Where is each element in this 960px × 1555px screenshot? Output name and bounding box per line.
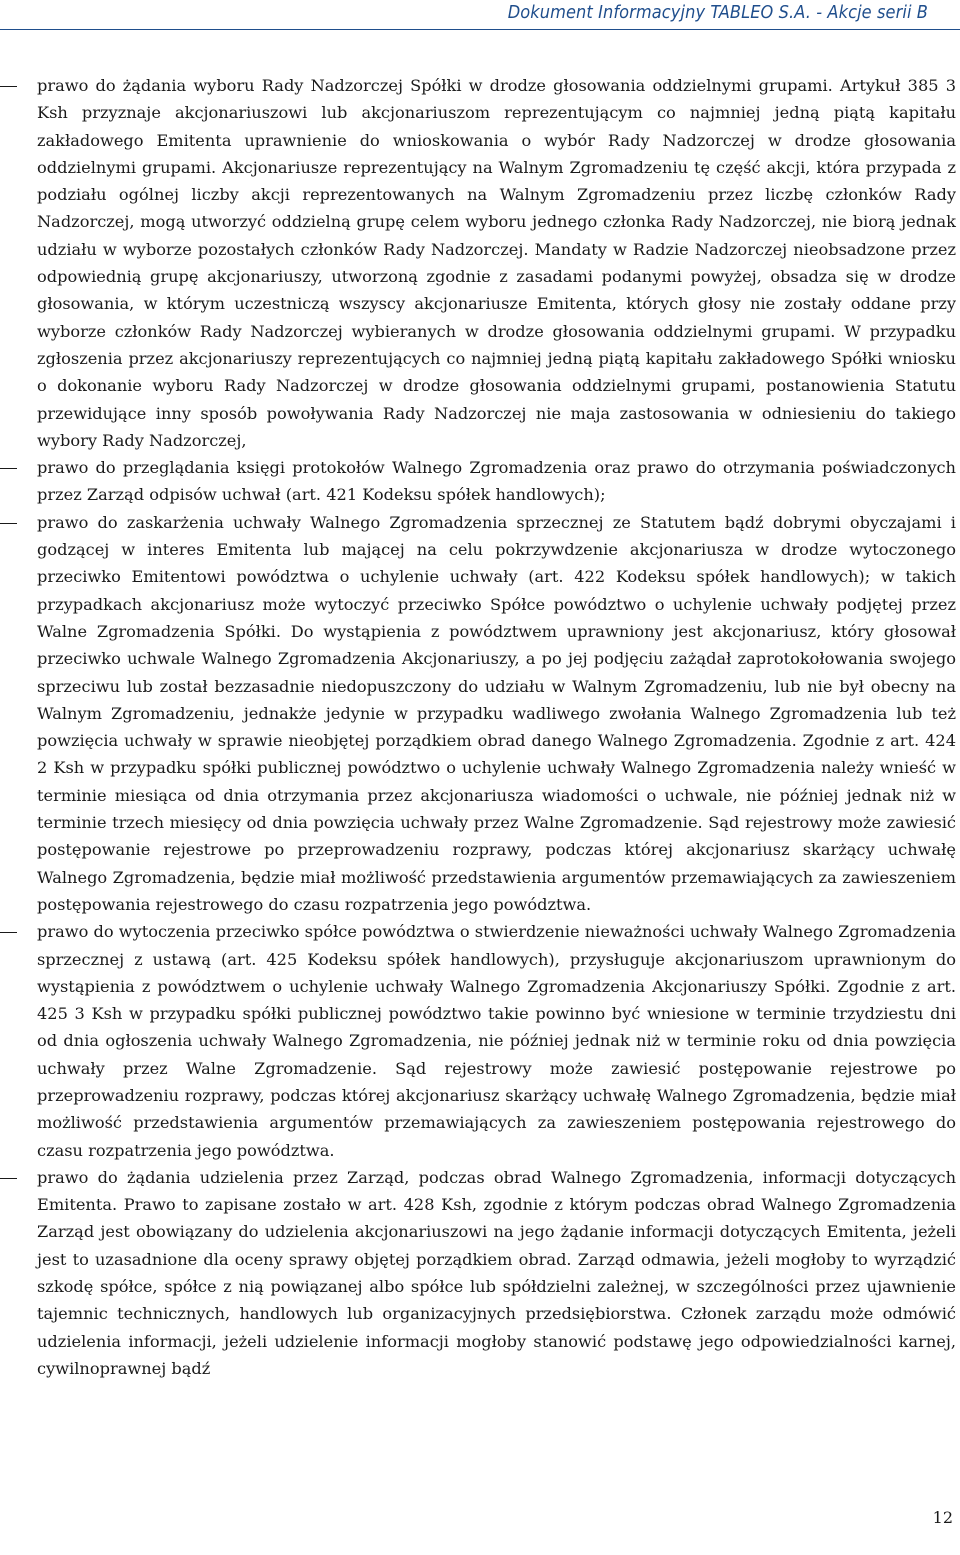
list-item: [0, 918, 956, 1164]
list-item: [0, 72, 956, 454]
list-item: [0, 454, 956, 509]
header-divider: [0, 29, 960, 30]
dash-bullet-icon: [0, 523, 17, 524]
list-item-text: prawo do zaskarżenia uchwały Walnego Zgromadzenia sprzecznej ze Statutem bądź dobrymi obyczajami i godzącej w interes Emitenta lub mającej na celu pokrzywdzenie akcjonariusza w drodze wytoczonego przeciwko Emitentowi powództwa o uchylenie uchwały (art. 422 Kodeksu spółek handlowych); w takich przypadkach akcjonariusz może wytoczyć przeciwko Spółce powództwo o uchylenie uchwały podjętej przez Walne Zgromadzenia Spółki. Do wystąpienia z powództwem uprawniony jest akcjonariusz, który głosował przeciwko uchwale Walnego Zgromadzenia Akcjonariuszy, a po jej podjęciu zażądał zaprotokołowania swojego sprzeciwu lub został bezzasadnie niedopuszczony do udziału w Walnym Zgromadzeniu, lub nie był obecny na Walnym Zgromadzeniu, jednakże jedynie w przypadku wadliwego zwołania Walnego Zgromadzenia lub też powzięcia uchwały w sprawie nieobjętej porządkiem obrad danego Walnego Zgromadzenia. Zgodnie z art. 424 2 Ksh w przypadku spółki publicznej powództwo o uchylenie uchwały Walnego Zgromadzenia należy wnieść w terminie miesiąca od dnia otrzymania przez akcjonariusza wiadomości o uchwale, nie później jednak niż w terminie trzech miesięcy od dnia powzięcia uchwały przez Walne Zgromadzenie. Sąd rejestrowy może zawiesić postępowanie rejestrowe po przeprowadzeniu rozprawy, podczas której akcjonariusz skarżący uchwałę Walnego Zgromadzenia, będzie miał możliwość przedstawienia argumentów przemawiających za zawieszeniem postępowania rejestrowego do czasu rozpatrzenia jego powództwa.: [37, 512, 956, 914]
rights-list: [0, 72, 956, 1382]
list-item: [0, 1164, 956, 1382]
list-item-text: prawo do wytoczenia przeciwko spółce powództwa o stwierdzenie nieważności uchwały Walnego Zgromadzenia sprzecznej z ustawą (art. 425 Kodeksu spółek handlowych), przysługuje akcjonariuszom uprawnionym do wystąpienia z powództwem o uchylenie uchwały Walnego Zgromadzenia Akcjonariuszy Spółki. Zgodnie z art. 425 3 Ksh w przypadku spółki publicznej powództwo takie powinno być wniesione w terminie trzydziestu dni od dnia ogłoszenia uchwały Walnego Zgromadzenia, nie później jednak niż w terminie roku od dnia powzięcia uchwały przez Walne Zgromadzenie. Sąd rejestrowy może zawiesić postępowanie rejestrowe po przeprowadzeniu rozprawy, podczas której akcjonariusz skarżący uchwałę Walnego Zgromadzenia, będzie miał możliwość przedstawienia argumentów przemawiających za zawieszeniem postępowania rejestrowego do czasu rozpatrzenia jego powództwa.: [37, 922, 956, 1160]
list-item: [0, 509, 956, 918]
dash-bullet-icon: [0, 932, 17, 933]
dash-bullet-icon: [0, 1178, 17, 1179]
dash-bullet-icon: [0, 468, 17, 469]
list-item-text: prawo do przeglądania księgi protokołów Walnego Zgromadzenia oraz prawo do otrzymania poświadczonych przez Zarząd odpisów uchwał (art. 421 Kodeksu spółek handlowych);: [37, 458, 956, 505]
list-item-text: prawo do żądania wyboru Rady Nadzorczej Spółki w drodze głosowania oddzielnymi grupami. Artykuł 385 3 Ksh przyznaje akcjonariuszowi lub akcjonariuszom reprezentującym co najmniej jedną piątą kapitału zakładowego Emitenta uprawnienie do wnioskowania o wybór Rady Nadzorczej w drodze głosowania oddzielnymi grupami. Akcjonariusze reprezentujący na Walnym Zgromadzeniu tę część akcji, która przypada z podziału ogólnej liczby akcji reprezentowanych na Walnym Zgromadzeniu przez liczbę członków Rady Nadzorczej, mogą utworzyć oddzielną grupę celem wyboru jednego członka Rady Nadzorczej, nie biorą jednak udziału w wyborze pozostałych członków Rady Nadzorczej. Mandaty w Radzie Nadzorczej nieobsadzone przez odpowiednią grupę akcjonariuszy, utworzoną zgodnie z zasadami podanymi powyżej, obsadza się w drodze głosowania, w którym uczestniczą wszyscy akcjonariusze Emitenta, których głosy nie zostały oddane przy wyborze członków Rady Nadzorczej wybieranych w drodze głosowania oddzielnymi grupami. W przypadku zgłoszenia przez akcjonariuszy reprezentujących co najmniej jedną piątą kapitału zakładowego Spółki wniosku o dokonanie wyboru Rady Nadzorczej w drodze głosowania oddzielnymi grupami, postanowienia Statutu przewidujące inny sposób powoływania Rady Nadzorczej nie maja zastosowania w odniesieniu do takiego wybory Rady Nadzorczej,: [37, 76, 956, 450]
dash-bullet-icon: [0, 86, 17, 87]
list-item-text: prawo do żądania udzielenia przez Zarząd, podczas obrad Walnego Zgromadzenia, informacji dotyczących Emitenta. Prawo to zapisane zostało w art. 428 Ksh, zgodnie z którym podczas obrad Walnego Zgromadzenia Zarząd jest obowiązany do udzielenia akcjonariuszowi na jego żądanie informacji dotyczących Emitenta, jeżeli jest to uzasadnione dla oceny sprawy objętej porządkiem obrad. Zarząd odmawia, jeżeli mogłoby to wyrządzić szkodę spółce, spółce z nią powiązanej albo spółce lub spółdzielni zależnej, w szczególności przez ujawnienie tajemnic technicznych, handlowych lub organizacyjnych przedsiębiorstwa. Członek zarządu może odmówić udzielenia informacji, jeżeli udzielenie informacji mogłoby stanowić podstawę jego odpowiedzialności karnej, cywilnoprawnej bądź: [37, 1167, 956, 1378]
document-header-title: Dokument Informacyjny TABLEO S.A. - Akcje serii B: [507, 2, 928, 23]
page-number: 12: [932, 1508, 953, 1527]
